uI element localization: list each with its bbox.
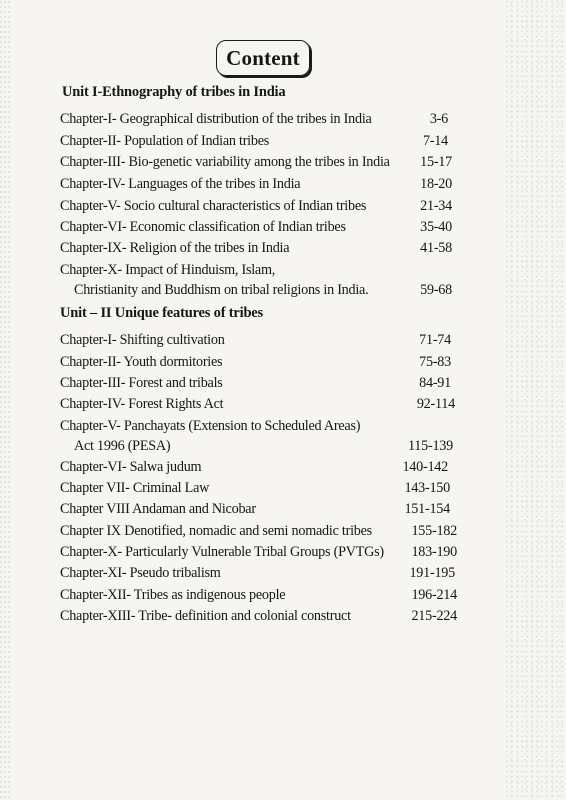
toc-row xyxy=(60,354,451,374)
page-range: 143-150 xyxy=(404,480,450,496)
toc-row xyxy=(60,332,451,352)
page-range: 191-195 xyxy=(409,565,455,581)
page-range: 59-68 xyxy=(420,282,452,298)
page-range: 75-83 xyxy=(419,354,451,370)
page-range: 18-20 xyxy=(420,176,452,192)
chapter-title: Chapter-I- Shifting cultivation xyxy=(60,332,225,348)
page-range: 140-142 xyxy=(402,459,448,475)
page-range: 183-190 xyxy=(411,544,457,560)
toc-row xyxy=(60,219,452,239)
chapter-title: Chapter-I- Geographical distribution of the tribes in India xyxy=(60,111,372,127)
toc-row xyxy=(60,608,457,628)
chapter-title: Chapter VII- Criminal Law xyxy=(60,480,210,496)
chapter-title: Chapter IX Denotified, nomadic and semi nomadic tribes xyxy=(60,523,372,539)
toc-row xyxy=(60,396,455,416)
page-range: 71-74 xyxy=(419,332,451,348)
chapter-title: Chapter-IV- Languages of the tribes in India xyxy=(60,176,301,192)
chapter-title: Chapter-X- Particularly Vulnerable Tribal Groups (PVTGs) xyxy=(60,544,384,560)
page-range: 21-34 xyxy=(420,198,452,214)
chapter-title: Chapter-V- Socio cultural characteristics of Indian tribes xyxy=(60,198,367,214)
toc-row xyxy=(60,587,457,607)
page-range: 115-139 xyxy=(407,438,453,454)
toc-row xyxy=(60,240,452,260)
chapter-title: Chapter-III- Bio-genetic variability among the tribes in India xyxy=(60,154,390,170)
page-title: Content xyxy=(226,45,300,70)
page-range: 215-224 xyxy=(411,608,457,624)
page-range: 41-58 xyxy=(420,240,452,256)
chapter-title: Chapter-V- Panchayats (Extension to Scheduled Areas) xyxy=(60,418,361,434)
chapter-title: Chapter-II- Population of Indian tribes xyxy=(60,133,270,149)
chapter-title: Chapter-VI- Salwa judum xyxy=(60,459,202,475)
chapter-title: Chapter VIII Andaman and Nicobar xyxy=(60,501,256,517)
scan-edge-right xyxy=(506,0,566,800)
toc-row xyxy=(60,523,457,543)
toc-row xyxy=(60,176,452,196)
chapter-title-continued: Christianity and Buddhism on tribal religions in India. xyxy=(74,282,369,298)
chapter-title: Chapter-IX- Religion of the tribes in India xyxy=(60,240,290,256)
page-range: 35-40 xyxy=(420,219,452,235)
toc-row xyxy=(60,544,457,564)
page-range: 196-214 xyxy=(411,587,457,603)
page-range: 84-91 xyxy=(419,375,451,391)
chapter-title-continued: Act 1996 (PESA) xyxy=(74,438,171,454)
toc-row xyxy=(60,133,448,153)
page-range: 92-114 xyxy=(416,396,455,412)
toc-row xyxy=(60,198,452,218)
toc-row xyxy=(60,418,453,458)
toc-row xyxy=(60,480,450,500)
chapter-title: Chapter-II- Youth dormitories xyxy=(60,354,223,370)
unit-1-heading: Unit I-Ethnography of tribes in India xyxy=(62,84,286,100)
toc-row xyxy=(60,262,452,302)
chapter-title: Chapter-XIII- Tribe- definition and colonial construct xyxy=(60,608,351,624)
toc-row xyxy=(60,501,450,521)
page-range: 7-14 xyxy=(422,133,448,149)
page-range: 3-6 xyxy=(429,111,448,127)
chapter-title: Chapter-IV- Forest Rights Act xyxy=(60,396,224,412)
toc-row xyxy=(60,154,452,174)
content-title-box xyxy=(216,40,310,76)
toc-row xyxy=(60,111,448,131)
toc-row xyxy=(60,565,455,585)
toc-row xyxy=(60,459,448,479)
page-range: 155-182 xyxy=(411,523,457,539)
chapter-title: Chapter-III- Forest and tribals xyxy=(60,375,223,391)
page-range: 15-17 xyxy=(420,154,452,170)
unit-2-heading: Unit – II Unique features of tribes xyxy=(60,305,263,321)
chapter-title: Chapter-X- Impact of Hinduism, Islam, xyxy=(60,262,276,278)
chapter-title: Chapter-VI- Economic classification of Indian tribes xyxy=(60,219,346,235)
chapter-title: Chapter-XI- Pseudo tribalism xyxy=(60,565,221,581)
page-range: 151-154 xyxy=(404,501,450,517)
scan-edge-left xyxy=(0,0,12,800)
toc-row xyxy=(60,375,451,395)
chapter-title: Chapter-XII- Tribes as indigenous people xyxy=(60,587,286,603)
